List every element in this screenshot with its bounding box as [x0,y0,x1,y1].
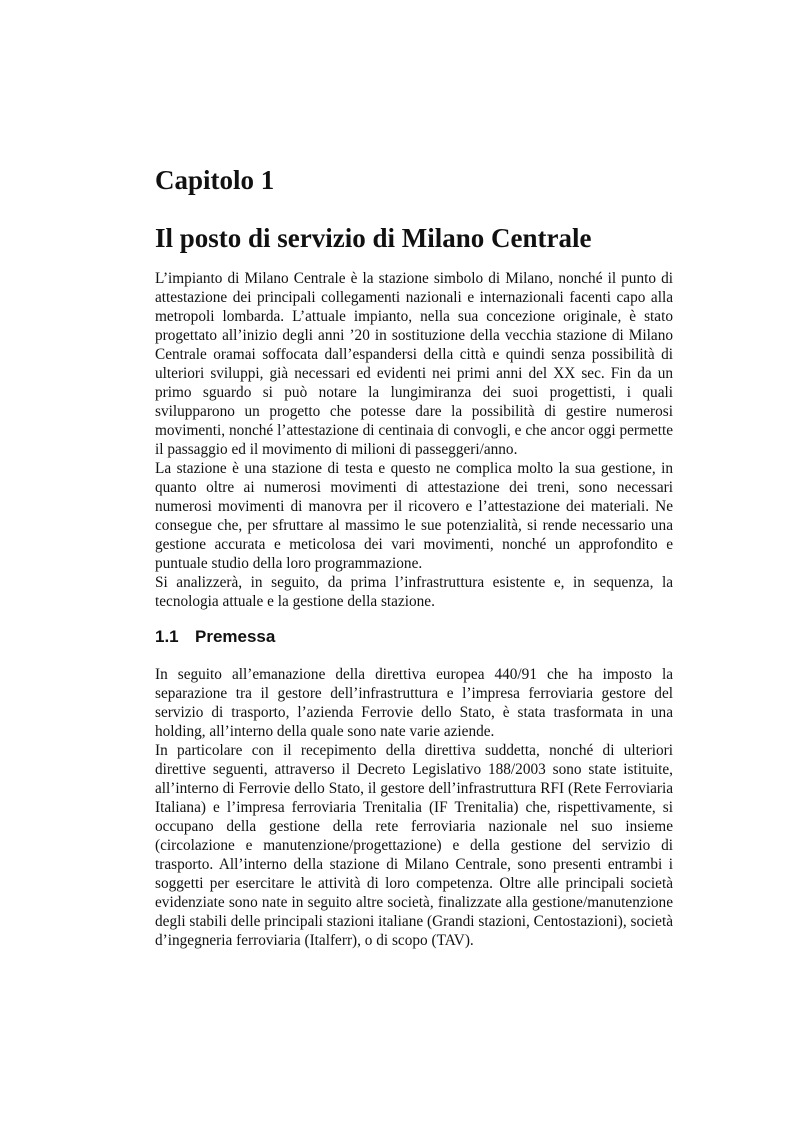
chapter-paragraph-2: La stazione è una stazione di testa e questo ne complica molto la sua gestione, in quanto oltre ai numerosi movimenti di attestazione dei treni, sono necessari numerosi movimenti di manovra per il ricovero e l’attestazione dei materiali. Ne consegue che, per sfruttare al massimo le sue potenzialità, si rende necessario una gestione accurata e meticolosa dei vari movimenti, nonché un approfondito e puntuale studio della loro programmazione. [155,460,673,572]
section-title: Premessa [195,627,276,646]
chapter-paragraph-1: L’impianto di Milano Centrale è la stazione simbolo di Milano, nonché il punto di attestazione dei principali collegamenti nazionali e internazionali facenti capo alla metropoli lombarda. L’attuale impianto, nella sua concezione originale, è stato progettato all’inizio degli anni ’20 in sostituzione della vecchia stazione di Milano Centrale oramai soffocata dall’espandersi della città e quindi senza possibilità di ulteriori sviluppi, già necessari ed evidenti nei primi anni del XX sec. Fin da un primo sguardo si può notare la lungimiranza dei suoi progettisti, i quali svilupparono un progetto che potesse dare la possibilità di gestire numerosi movimenti, nonché l’attestazione di centinaia di convogli, e che ancor oggi permette il passaggio ed il movimento di milioni di passeggeri/anno. [155,270,673,458]
chapter-label: Capitolo 1 [155,165,275,195]
chapter-title: Il posto di servizio di Milano Centrale [155,223,592,253]
section-number: 1.1 [155,627,179,646]
section-paragraph-2: In particolare con il recepimento della direttiva suddetta, nonché di ulteriori direttive seguenti, attraverso il Decreto Legislativo 188/2003 sono state istituite, all’interno di Ferrovie dello Stato, il gestore dell’infrastruttura RFI (Rete Ferroviaria Italiana) e l’impresa ferroviaria Trenitalia (IF Trenitalia) che, rispettivamente, si occupano della gestione della rete ferroviaria nazionale nel suo insieme (circolazione e manutenzione/progettazione) e della gestione del servizio di trasporto. All’interno della stazione di Milano Centrale, sono presenti entrambi i soggetti per esercitare le attività di loro competenza. Oltre alle principali società evidenziate sono nate in seguito altre società, finalizzate alla gestione/manutenzione degli stabili delle principali stazioni italiane (Grandi stazioni, Centostazioni), società d’ingegneria ferroviaria (Italferr), o di scopo (TAV). [155,742,673,949]
document-page [155,163,673,950]
section-paragraph-1: In seguito all’emanazione della direttiva europea 440/91 che ha imposto la separazione tra il gestore dell’infrastruttura e l’impresa ferroviaria gestore del servizio di trasporto, l’azienda Ferrovie dello Stato, è stata trasformata in una holding, all’interno della quale sono nate varie aziende. [155,666,673,740]
chapter-paragraph-3: Si analizzerà, in seguito, da prima l’infrastruttura esistente e, in sequenza, la tecnologia attuale e la gestione della stazione. [155,574,673,610]
section-heading [155,626,673,648]
